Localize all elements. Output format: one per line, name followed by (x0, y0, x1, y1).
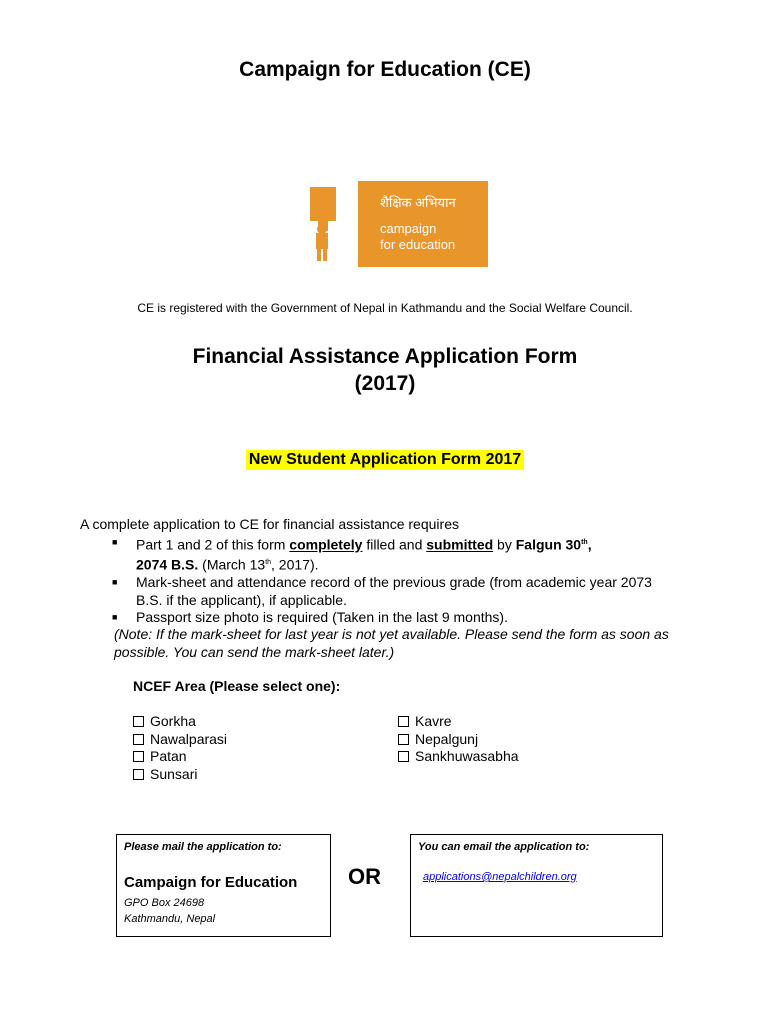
area-option-label: Nawalparasi (150, 730, 228, 747)
requirements-list (112, 534, 672, 627)
requirements-intro: A complete application to CE for financial assistance requires (80, 516, 459, 532)
new-student-heading-wrap (0, 450, 770, 470)
logo-line-campaign: campaign (380, 221, 437, 236)
email-address-box (410, 834, 663, 937)
area-option-nawalparasi[interactable] (133, 731, 227, 749)
mail-heading: Please mail the application to: (124, 841, 282, 853)
req1-date-text: (March 13 (198, 556, 266, 573)
checkbox[interactable] (133, 716, 144, 727)
mark-sheet-note: (Note: If the mark-sheet for last year is not yet available. Please send the form as soon as possible. You can send the mark-sheet later.) (114, 626, 669, 660)
form-title-line2: (2017) (354, 372, 416, 395)
email-link[interactable]: applications@nepalchildren.org (423, 871, 577, 883)
mail-po-box: GPO Box 24698 (124, 897, 205, 909)
child-holding-sign-icon (282, 181, 358, 267)
form-title-line1: Financial Assistance Application Form (192, 345, 578, 368)
new-student-heading: New Student Application Form 2017 (246, 450, 524, 470)
req1-text-c: by (493, 536, 516, 553)
req1-year: 2074 B.S. (136, 556, 199, 573)
req1-submitted: submitted (426, 536, 494, 553)
requirement-item (112, 574, 672, 609)
checkbox[interactable] (133, 751, 144, 762)
area-option-gorkha[interactable] (133, 713, 227, 731)
req2-text: Mark-sheet and attendance record of the previous grade (from academic year 2073 B.S. if the applicant), if applicable. (136, 574, 652, 608)
req1-comma: , (587, 536, 592, 553)
logo-text-panel (358, 181, 488, 267)
area-option-sunsari[interactable] (133, 766, 227, 784)
mail-organization: Campaign for Education (124, 874, 298, 891)
area-option-label: Nepalgunj (415, 730, 479, 747)
checkbox[interactable] (133, 734, 144, 745)
checkbox[interactable] (398, 716, 409, 727)
checkbox[interactable] (398, 751, 409, 762)
req1-date-end: , 2017). (271, 556, 319, 573)
bullet-icon: ■ (112, 537, 118, 547)
area-option-patan[interactable] (133, 748, 227, 766)
org-title: Campaign for Education (CE) (239, 58, 531, 81)
req1-date-sup: th (265, 559, 272, 567)
area-option-kavre[interactable] (398, 713, 519, 731)
logo (282, 181, 488, 267)
area-option-label: Patan (150, 748, 187, 764)
logo-figure (282, 181, 358, 267)
req1-deadline: Falgun 30 (515, 536, 582, 553)
logo-line-for-education: for education (380, 237, 456, 252)
area-option-label: Sankhuwasabha (415, 748, 519, 764)
checkbox[interactable] (133, 769, 144, 780)
bullet-icon: ■ (112, 577, 118, 588)
area-option-sankhuwasabha[interactable] (398, 748, 519, 766)
checkbox[interactable] (398, 734, 409, 745)
area-option-label: Kavre (415, 713, 452, 729)
logo-nepali-text: शैक्षिक अभियान (380, 195, 456, 210)
form-title (0, 343, 770, 397)
area-option-nepalgunj[interactable] (398, 731, 519, 749)
req1-completely: completely (289, 536, 363, 553)
area-option-label: Sunsari (150, 765, 198, 782)
or-separator: OR (348, 864, 381, 889)
requirement-item (112, 534, 672, 574)
mail-city: Kathmandu, Nepal (124, 913, 216, 925)
req1-text-a: Part 1 and 2 of this form (136, 536, 290, 553)
ncef-area-options-left (133, 713, 227, 783)
registration-statement: CE is registered with the Government of Nepal in Kathmandu and the Social Welfare Council. (137, 301, 633, 315)
ncef-area-label: NCEF Area (Please select one): (133, 678, 341, 694)
area-option-label: Gorkha (150, 713, 196, 729)
req1-deadline-sup: th (581, 539, 588, 546)
req1-text-b: filled and (362, 536, 427, 553)
ncef-area-options-right (398, 713, 519, 766)
req3-text: Passport size photo is required (Taken in the last 9 months). (136, 609, 508, 626)
email-heading: You can email the application to: (418, 841, 590, 853)
mail-address-box (116, 834, 331, 937)
bullet-icon: ■ (112, 612, 118, 623)
